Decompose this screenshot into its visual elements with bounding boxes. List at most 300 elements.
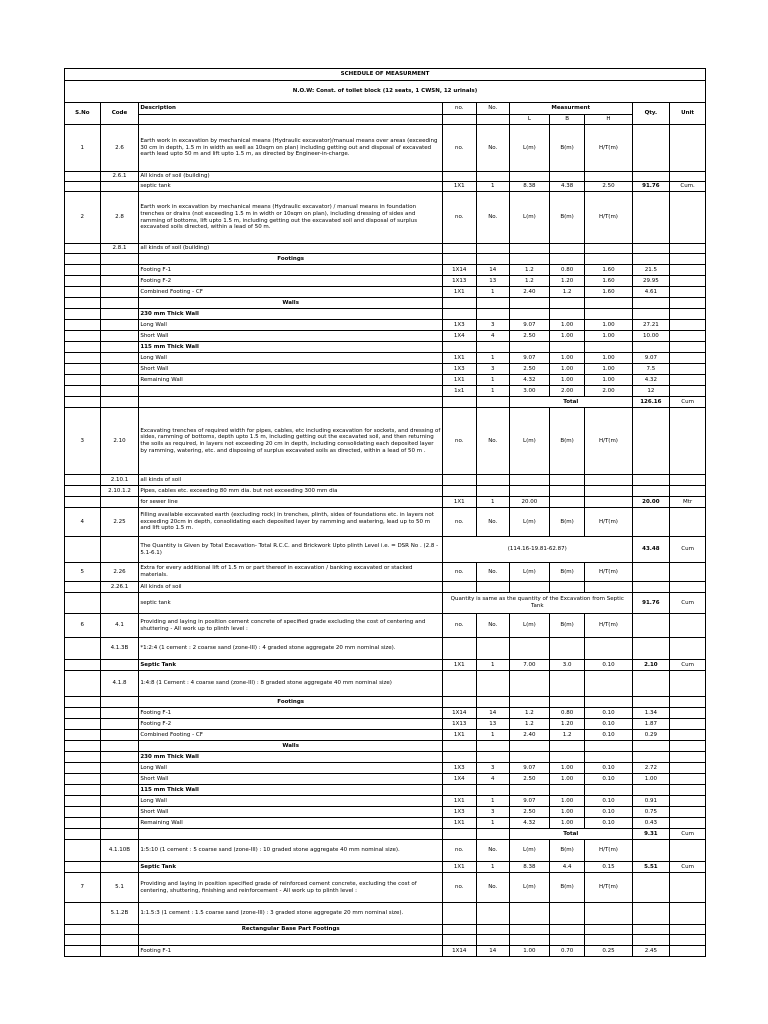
row-description xyxy=(139,386,443,397)
row-H: 1.00 xyxy=(585,331,632,342)
row-no1 xyxy=(443,741,477,752)
row-unit xyxy=(670,873,706,903)
header-measurement: Measurment xyxy=(510,103,633,115)
row-sno: 3 xyxy=(65,408,101,475)
row-H: 1.60 xyxy=(585,276,632,287)
section-heading: Rectangular Base Part Footings xyxy=(139,925,443,935)
row-unit xyxy=(670,342,706,353)
row-B: 1.2 xyxy=(549,730,585,741)
table-row xyxy=(65,276,706,287)
row-qty xyxy=(632,254,670,265)
row-L: 4.32 xyxy=(510,375,550,386)
row-H xyxy=(585,298,632,309)
row-no2 xyxy=(476,935,510,946)
row-description: Long Wall xyxy=(139,320,443,331)
row-L xyxy=(510,342,550,353)
row-sno xyxy=(65,862,101,873)
row-qty: 126.16 xyxy=(632,397,670,408)
row-qty xyxy=(632,244,670,254)
row-unit xyxy=(670,925,706,935)
row-code xyxy=(100,276,139,287)
row-qty xyxy=(632,408,670,475)
row-B xyxy=(549,582,585,593)
row-description: 230 mm Thick Wall xyxy=(139,752,443,763)
table-row xyxy=(65,862,706,873)
merged-note: (114.16-19.81-62.87) xyxy=(443,537,633,563)
table-row xyxy=(65,353,706,364)
row-description: Remaining Wall xyxy=(139,818,443,829)
row-L xyxy=(510,309,550,320)
row-L: 8.38 xyxy=(510,182,550,192)
row-no2: No. xyxy=(476,125,510,172)
row-H: 0.25 xyxy=(585,946,632,957)
section-heading: Footings xyxy=(139,254,443,265)
table-row xyxy=(65,364,706,375)
row-qty: 0.91 xyxy=(632,796,670,807)
row-unit xyxy=(670,486,706,497)
row-B xyxy=(549,671,585,697)
row-qty xyxy=(632,741,670,752)
row-sno xyxy=(65,719,101,730)
row-no1 xyxy=(443,244,477,254)
row-code xyxy=(100,807,139,818)
row-code: 4.1 xyxy=(100,614,139,638)
row-H xyxy=(585,741,632,752)
row-unit xyxy=(670,807,706,818)
row-qty: 12 xyxy=(632,386,670,397)
table-row xyxy=(65,697,706,708)
row-code xyxy=(100,818,139,829)
row-description: All kinds of soil xyxy=(139,582,443,593)
header-no-2: No. xyxy=(476,103,510,115)
row-sno xyxy=(65,593,101,614)
row-no2 xyxy=(476,254,510,265)
row-description: septic tank xyxy=(139,593,443,614)
row-unit xyxy=(670,386,706,397)
row-description: Providing and laying in position cement concrete of specified grade excluding the cost of centering and shuttering - All work up to plinth level : xyxy=(139,614,443,638)
row-H xyxy=(585,497,632,508)
row-sno xyxy=(65,925,101,935)
row-no2: No. xyxy=(476,873,510,903)
row-B: 1.00 xyxy=(549,796,585,807)
row-unit: Cum xyxy=(670,862,706,873)
row-sno xyxy=(65,287,101,298)
row-no1: 1x1 xyxy=(443,386,477,397)
row-H: H/T(m) xyxy=(585,408,632,475)
table-row xyxy=(65,475,706,486)
row-qty xyxy=(632,582,670,593)
row-no1 xyxy=(443,925,477,935)
row-qty: 1.87 xyxy=(632,719,670,730)
row-B: B(m) xyxy=(549,125,585,172)
row-L: L(m) xyxy=(510,408,550,475)
row-H: 0.10 xyxy=(585,730,632,741)
table-row xyxy=(65,752,706,763)
row-unit xyxy=(670,719,706,730)
row-code xyxy=(100,730,139,741)
row-sno xyxy=(65,331,101,342)
row-H xyxy=(585,475,632,486)
row-L: 3.00 xyxy=(510,386,550,397)
row-unit xyxy=(670,774,706,785)
row-code: 5.1.2B xyxy=(100,903,139,925)
row-sno xyxy=(65,903,101,925)
row-unit xyxy=(670,840,706,862)
row-no1 xyxy=(443,397,477,408)
row-B: B(m) xyxy=(549,408,585,475)
row-description: 115 mm Thick Wall xyxy=(139,785,443,796)
row-unit: Cum xyxy=(670,829,706,840)
row-B: 1.2 xyxy=(549,287,585,298)
row-sno xyxy=(65,475,101,486)
row-B: B(m) xyxy=(549,508,585,537)
row-sno xyxy=(65,265,101,276)
row-H xyxy=(585,244,632,254)
row-unit xyxy=(670,375,706,386)
table-row xyxy=(65,840,706,862)
row-L xyxy=(510,697,550,708)
table-row xyxy=(65,486,706,497)
row-no2: No. xyxy=(476,563,510,582)
row-qty xyxy=(632,342,670,353)
row-sno xyxy=(65,254,101,265)
row-qty xyxy=(632,785,670,796)
row-unit xyxy=(670,244,706,254)
row-L xyxy=(510,172,550,182)
row-no2: 14 xyxy=(476,265,510,276)
row-no2: 14 xyxy=(476,946,510,957)
row-B xyxy=(549,342,585,353)
row-qty: 4.61 xyxy=(632,287,670,298)
row-B: 4.4 xyxy=(549,862,585,873)
row-qty xyxy=(632,935,670,946)
row-description: Earth work in excavation by mechanical means (Hydraulic excavator) / manual means in foundation trenches or drains (not exceeding 1.5 m in width or 10sqm on plan), including dressing of sides and ramming of bottoms, lift upto 1.5 m, including getting out the excavated soil and disposal of surplus excavated soils directed, within a lead of 50 m. xyxy=(139,192,443,244)
row-sno: 2 xyxy=(65,192,101,244)
row-no2: 13 xyxy=(476,719,510,730)
row-no1: no. xyxy=(443,125,477,172)
row-unit xyxy=(670,730,706,741)
table-row xyxy=(65,172,706,182)
row-unit xyxy=(670,172,706,182)
row-no2: 1 xyxy=(476,660,510,671)
row-description: Long Wall xyxy=(139,763,443,774)
table-row xyxy=(65,741,706,752)
row-L xyxy=(510,671,550,697)
row-no2: 14 xyxy=(476,708,510,719)
row-B xyxy=(549,785,585,796)
row-no1: 1X14 xyxy=(443,265,477,276)
row-description: Long Wall xyxy=(139,353,443,364)
table-row xyxy=(65,925,706,935)
row-code xyxy=(100,353,139,364)
row-qty xyxy=(632,752,670,763)
row-qty: 1.34 xyxy=(632,708,670,719)
table-row xyxy=(65,508,706,537)
row-unit xyxy=(670,563,706,582)
subheader-blank xyxy=(476,115,510,125)
row-sno xyxy=(65,785,101,796)
row-qty xyxy=(632,563,670,582)
row-B: 1.00 xyxy=(549,807,585,818)
row-unit xyxy=(670,298,706,309)
row-no2 xyxy=(476,475,510,486)
row-description: all kinds of soil (building) xyxy=(139,244,443,254)
row-unit xyxy=(670,785,706,796)
row-qty: 91.76 xyxy=(632,593,670,614)
row-sno xyxy=(65,763,101,774)
row-B xyxy=(549,486,585,497)
row-unit xyxy=(670,125,706,172)
row-sno xyxy=(65,807,101,818)
table-row xyxy=(65,537,706,563)
row-code xyxy=(100,331,139,342)
row-B: B(m) xyxy=(549,192,585,244)
row-description: Extra for every additional lift of 1.5 m or part thereof in excavation / banking excavated or stacked materials. xyxy=(139,563,443,582)
row-sno xyxy=(65,244,101,254)
row-qty: 21.5 xyxy=(632,265,670,276)
row-no2: 3 xyxy=(476,807,510,818)
row-sno xyxy=(65,582,101,593)
row-L: 2.50 xyxy=(510,331,550,342)
row-code xyxy=(100,375,139,386)
row-L: 9.07 xyxy=(510,320,550,331)
row-description: 230 mm Thick Wall xyxy=(139,309,443,320)
table-row xyxy=(65,375,706,386)
row-sno xyxy=(65,935,101,946)
row-description: Filling available excavated earth (excluding rock) in trenches, plinth, sides of foundations etc. in layers not exceeding 20cm in depth, consolidating each deposited layer by ramming and watering, lead up to 50 m and lift upto 1.5 m. xyxy=(139,508,443,537)
row-description: Footing F-1 xyxy=(139,946,443,957)
row-no2 xyxy=(476,752,510,763)
row-unit xyxy=(670,309,706,320)
row-no1: 1X1 xyxy=(443,375,477,386)
row-code xyxy=(100,796,139,807)
row-B xyxy=(549,475,585,486)
row-sno xyxy=(65,298,101,309)
row-no1 xyxy=(443,486,477,497)
row-no2 xyxy=(476,342,510,353)
row-description xyxy=(139,935,443,946)
row-unit xyxy=(670,818,706,829)
header-qty: Qty. xyxy=(632,103,670,125)
row-sno xyxy=(65,342,101,353)
row-H: 1.00 xyxy=(585,353,632,364)
row-sno xyxy=(65,486,101,497)
row-code xyxy=(100,741,139,752)
row-B: 1.00 xyxy=(549,375,585,386)
table-row xyxy=(65,320,706,331)
row-H: H/T(m) xyxy=(585,614,632,638)
row-L: 1.2 xyxy=(510,265,550,276)
row-B xyxy=(549,925,585,935)
row-code: 2.8 xyxy=(100,192,139,244)
row-L xyxy=(510,935,550,946)
row-B: 1.00 xyxy=(549,818,585,829)
total-label: Total xyxy=(510,397,633,408)
row-no2 xyxy=(476,298,510,309)
row-H: 0.10 xyxy=(585,708,632,719)
row-no1 xyxy=(443,829,477,840)
row-L: 2.50 xyxy=(510,774,550,785)
row-description: Combined Footing - CF xyxy=(139,730,443,741)
row-qty xyxy=(632,486,670,497)
row-description: 1:4:8 (1 Cement : 4 coarse sand (zone-III) : 8 graded stone aggregate 40 mm nominal size) xyxy=(139,671,443,697)
row-B xyxy=(549,254,585,265)
row-description: Pipes, cables etc. exceeding 80 mm dia. but not exceeding 300 mm dia xyxy=(139,486,443,497)
row-no2: No. xyxy=(476,840,510,862)
table-row xyxy=(65,638,706,660)
table-row xyxy=(65,563,706,582)
row-description: Earth work in excavation by mechanical means (Hydraulic excavator)/manual means over areas (exceeding 30 cm in depth, 1.5 m in width as well as 10sqm on plan) including getting out and disposal of excavated earth lead upto 50 m and lift upto 1.5 m, as directed by Engineer-in-charge. xyxy=(139,125,443,172)
row-L: 2.50 xyxy=(510,807,550,818)
table-row xyxy=(65,614,706,638)
table-row xyxy=(65,342,706,353)
row-code: 4.1.3B xyxy=(100,638,139,660)
row-unit xyxy=(670,287,706,298)
row-qty xyxy=(632,125,670,172)
row-qty xyxy=(632,903,670,925)
row-L: 20.00 xyxy=(510,497,550,508)
row-unit xyxy=(670,741,706,752)
table-row xyxy=(65,708,706,719)
row-description: 1:5:10 (1 cement : 5 coarse sand (zone-III) : 10 graded stone aggregate 40 mm nominal size). xyxy=(139,840,443,862)
row-code xyxy=(100,364,139,375)
row-no2: 3 xyxy=(476,320,510,331)
row-unit xyxy=(670,192,706,244)
row-code xyxy=(100,287,139,298)
row-H: 0.10 xyxy=(585,807,632,818)
row-no2: 1 xyxy=(476,375,510,386)
row-qty xyxy=(632,671,670,697)
row-unit xyxy=(670,796,706,807)
row-description: Footing F-2 xyxy=(139,276,443,287)
row-description: for sewer line xyxy=(139,497,443,508)
header-sno: S.No xyxy=(65,103,101,125)
row-sno xyxy=(65,697,101,708)
row-B xyxy=(549,752,585,763)
row-code xyxy=(100,925,139,935)
row-H: 1.00 xyxy=(585,375,632,386)
row-H: 1.60 xyxy=(585,265,632,276)
row-code xyxy=(100,862,139,873)
row-no2: No. xyxy=(476,192,510,244)
row-H: H/T(m) xyxy=(585,508,632,537)
row-description: 1:1.5:3 (1 cement : 1.5 coarse sand (zone-III) : 3 graded stone aggregate 20 mm nominal size). xyxy=(139,903,443,925)
row-B: B(m) xyxy=(549,563,585,582)
row-description: all kinds of soil xyxy=(139,475,443,486)
row-sno xyxy=(65,840,101,862)
row-H: H/T(m) xyxy=(585,125,632,172)
row-H xyxy=(585,903,632,925)
row-L: L(m) xyxy=(510,125,550,172)
row-B xyxy=(549,697,585,708)
table-row xyxy=(65,254,706,265)
row-description xyxy=(139,397,443,408)
row-description: Excavating trenches of required width for pipes, cables, etc including excavation for sockets, and dressing of sides, ramming of bottoms, depth upto 1.5 m, including getting out the excavated soil, and then returning the soils as required, in layers not exceeding 20 cm in depth, including consolidating each deposited layer by ramming, watering, etc. and disposing of surplus excavated soils as directed, within a lead of 50 m . xyxy=(139,408,443,475)
row-code xyxy=(100,763,139,774)
row-qty: 1.00 xyxy=(632,774,670,785)
table-row xyxy=(65,287,706,298)
row-H xyxy=(585,172,632,182)
row-description: Septic Tank xyxy=(139,660,443,671)
row-unit xyxy=(670,320,706,331)
row-H xyxy=(585,638,632,660)
row-unit xyxy=(670,265,706,276)
row-H xyxy=(585,309,632,320)
row-no1: 1X1 xyxy=(443,818,477,829)
row-no1: no. xyxy=(443,873,477,903)
row-description: Footing F-1 xyxy=(139,708,443,719)
row-B xyxy=(549,935,585,946)
row-description: Short Wall xyxy=(139,364,443,375)
row-L: 1.2 xyxy=(510,719,550,730)
row-qty xyxy=(632,925,670,935)
row-no1: no. xyxy=(443,508,477,537)
row-qty xyxy=(632,614,670,638)
row-code xyxy=(100,935,139,946)
row-sno xyxy=(65,364,101,375)
row-unit xyxy=(670,408,706,475)
row-description: Long Wall xyxy=(139,796,443,807)
row-B: 1.00 xyxy=(549,364,585,375)
section-heading: Footings xyxy=(139,697,443,708)
table-row xyxy=(65,408,706,475)
row-H: 2.00 xyxy=(585,386,632,397)
row-no2: 13 xyxy=(476,276,510,287)
row-unit xyxy=(670,475,706,486)
row-no2: 1 xyxy=(476,353,510,364)
row-sno xyxy=(65,375,101,386)
table-row xyxy=(65,309,706,320)
row-qty xyxy=(632,840,670,862)
row-H: 0.10 xyxy=(585,719,632,730)
row-sno xyxy=(65,671,101,697)
row-sno: 1 xyxy=(65,125,101,172)
row-no1 xyxy=(443,254,477,265)
row-no2: 1 xyxy=(476,818,510,829)
row-B: 1.00 xyxy=(549,320,585,331)
row-no1 xyxy=(443,342,477,353)
row-L xyxy=(510,785,550,796)
row-code xyxy=(100,697,139,708)
row-qty: 10.00 xyxy=(632,331,670,342)
row-unit xyxy=(670,353,706,364)
row-no2: 1 xyxy=(476,796,510,807)
row-B: B(m) xyxy=(549,840,585,862)
row-code xyxy=(100,497,139,508)
row-L: 8.38 xyxy=(510,862,550,873)
row-no1: 1X14 xyxy=(443,708,477,719)
title-row xyxy=(65,69,706,81)
row-H: 1.60 xyxy=(585,287,632,298)
table-row xyxy=(65,946,706,957)
row-unit xyxy=(670,903,706,925)
row-B: 1.20 xyxy=(549,719,585,730)
row-L xyxy=(510,486,550,497)
row-code xyxy=(100,785,139,796)
table-row xyxy=(65,265,706,276)
row-B: 1.00 xyxy=(549,353,585,364)
table-row xyxy=(65,796,706,807)
row-qty: 2.72 xyxy=(632,763,670,774)
table-row xyxy=(65,192,706,244)
row-sno xyxy=(65,774,101,785)
row-L xyxy=(510,298,550,309)
row-B xyxy=(549,309,585,320)
row-H xyxy=(585,671,632,697)
row-code: 2.26 xyxy=(100,563,139,582)
row-qty: 4.32 xyxy=(632,375,670,386)
row-code: 5.1 xyxy=(100,873,139,903)
